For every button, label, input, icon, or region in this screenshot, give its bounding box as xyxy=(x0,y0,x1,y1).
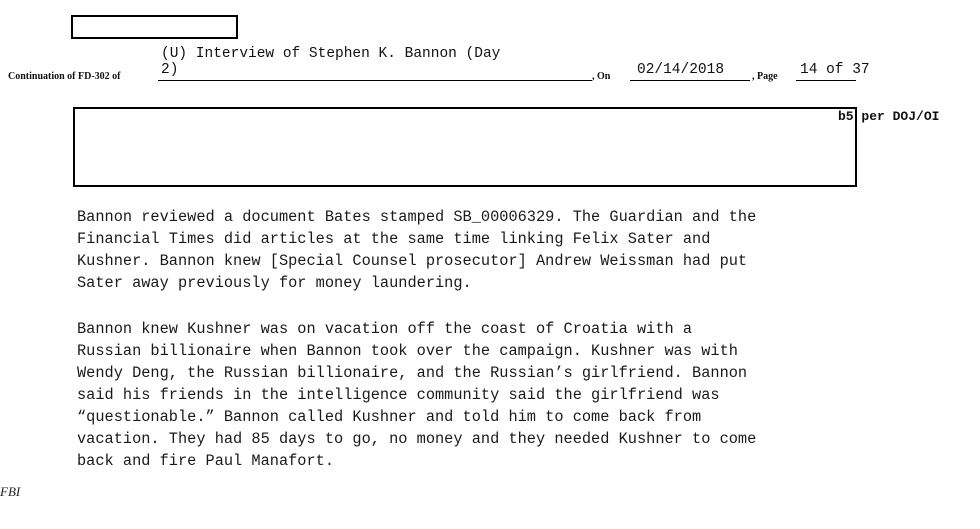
large-redaction-box xyxy=(73,107,857,187)
interview-subject-line2: 2) xyxy=(161,62,179,78)
interview-subject-line1: (U) Interview of Stephen K. Bannon (Day xyxy=(161,46,501,62)
redaction-exemption-label: b5 per DOJ/OI xyxy=(838,109,940,124)
footer-source: FBI xyxy=(0,484,21,499)
body-paragraph-2: Bannon knew Kushner was on vacation off the coast of Croatia with a Russian billionaire when Bannon took over the campaign. Kushner was with Wendy Deng, the Russian billionaire, and the Russian’s girlfriend. Bannon said his friends in the intelligence community said the girlfriend was “questionable.” Bannon called Kushner and told him to come back from vacation. They had 85 days to go, no money and they needed Kushner to come back and fire Paul Manafort. xyxy=(77,320,757,470)
body-paragraph-1: Bannon reviewed a document Bates stamped SB_00006329. The Guardian and the Financial Times did articles at the same time linking Felix Sater and Kushner. Bannon knew [Special Counsel prosecutor] Andrew Weissman had put Sater away previously for money laundering. xyxy=(77,208,757,292)
date-underline xyxy=(630,80,750,81)
on-label: , On xyxy=(592,71,611,82)
interview-date: 02/14/2018 xyxy=(637,62,725,78)
page-underline xyxy=(796,80,856,81)
form-label: Continuation of FD-302 of xyxy=(8,71,121,82)
page-number: 14 of 37 xyxy=(800,62,870,78)
subject-underline xyxy=(158,80,592,81)
header-redaction-box xyxy=(71,15,238,39)
page-label: , Page xyxy=(752,71,778,82)
